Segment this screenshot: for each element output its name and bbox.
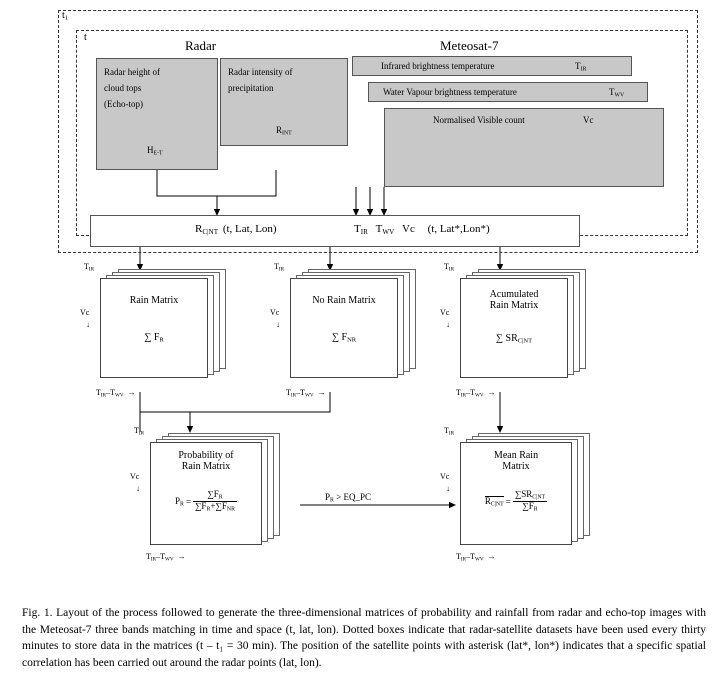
column-title-radar: Radar bbox=[185, 38, 217, 53]
accumulated-rain-matrix bbox=[460, 278, 586, 388]
no-rain-matrix-title: No Rain Matrix bbox=[312, 294, 376, 306]
water-vapour-label: Water Vapour brightness temperature bbox=[383, 87, 517, 97]
radar-height-line-3: (Echo-top) bbox=[104, 99, 143, 109]
no-rain-matrix-formula: ∑ $F_{NR}$ bbox=[331, 331, 357, 344]
column-title-meteosat: Meteosat-7 bbox=[440, 38, 499, 53]
no-rain-matrix bbox=[290, 278, 416, 388]
probability-matrix-title-2: Rain Matrix bbox=[181, 461, 231, 473]
radar-intensity-box bbox=[220, 58, 348, 146]
no-rain-matrix-axis-x-label: $T_{IR}-T_{WV}$ → bbox=[286, 388, 326, 399]
probability-threshold-label: $P_R$ > EQ_PC bbox=[325, 492, 372, 504]
probability-matrix-equation: $P_R$ = $\frac{\sum F_R}{\sum F_R+\sum F_{NR}}$ bbox=[175, 489, 235, 513]
accumulated-rain-matrix-axis-y-label: Vc bbox=[440, 308, 450, 317]
radar-intensity-line-2: precipitation bbox=[228, 83, 274, 93]
mean-rain-matrix-axis-y-arrow: ↓ bbox=[446, 484, 450, 493]
radar-height-box bbox=[96, 58, 218, 170]
water-vapour-box bbox=[368, 82, 648, 102]
radar-height-symbol: $H_{E-T}$ bbox=[147, 145, 163, 157]
radar-height-line-1: Radar height of bbox=[104, 67, 160, 77]
merge-row-box bbox=[90, 215, 580, 247]
merge-left-expression: $R_{C|NT}$ (t, Lat, Lon) bbox=[195, 223, 277, 236]
radar-intensity-symbol: $R_{INT}$ bbox=[276, 125, 292, 137]
mean-rain-matrix-equation: $R_{C|NT}$ = $\frac{\sum SR_{C|NT}}{\sum F_R}$ bbox=[484, 489, 546, 513]
rain-matrix-formula: ∑ $F_R$ bbox=[144, 331, 164, 344]
infrared-label: Infrared brightness temperature bbox=[381, 61, 495, 71]
accumulated-rain-matrix-title-1: Acumulated bbox=[489, 289, 539, 301]
mean-rain-matrix-axis-z-label: $T_{IR}$ bbox=[444, 426, 455, 437]
rain-matrix-axis-y-label: Vc bbox=[80, 308, 90, 317]
rain-matrix-axis-x-label: $T_{IR}-T_{WV}$ → bbox=[96, 388, 136, 399]
accumulated-rain-matrix-face bbox=[460, 278, 568, 378]
accumulated-rain-matrix-title-2: Rain Matrix bbox=[489, 300, 539, 312]
outer-time-label: $t_1$ bbox=[62, 10, 69, 22]
no-rain-matrix-axis-y-arrow: ↓ bbox=[276, 320, 280, 329]
rain-matrix-axis-y-arrow: ↓ bbox=[86, 320, 90, 329]
rain-matrix-face bbox=[100, 278, 208, 378]
mean-rain-matrix-title-2: Matrix bbox=[502, 461, 530, 473]
visible-label: Normalised Visible count bbox=[433, 115, 525, 125]
water-vapour-symbol: $T_{WV}$ bbox=[609, 87, 625, 99]
accumulated-rain-matrix-axis-y-arrow: ↓ bbox=[446, 320, 450, 329]
inner-time-label: t bbox=[84, 32, 87, 43]
mean-rain-matrix-title-1: Mean Rain bbox=[493, 450, 539, 462]
figure-caption: Fig. 1. Layout of the process followed to generate the three-dimensional matrices of probability and rainfall from radar and echo-top images with the Meteosat-7 three bands matching in time and space (t, lat, lon). Dotted boxes indicate that radar-satellite datasets have been used every thirty minutes to store data in the matrices (t – t₁ = 30 min). The position of the satellite points with asterisk (lat*, lon*) indicates that a specific spatial correlation has been carried out around the radar points (lat, lon). bbox=[22, 607, 706, 670]
probability-of-rain-matrix bbox=[150, 442, 286, 552]
probability-matrix-axis-y-arrow: ↓ bbox=[136, 484, 140, 493]
no-rain-matrix-face bbox=[290, 278, 398, 378]
rain-matrix-axis-z-label: $T_{IR}$ bbox=[84, 262, 95, 273]
probability-matrix-axis-x-label: $T_{IR}-T_{WV}$ → bbox=[146, 552, 186, 563]
merge-right-expression: $T_{IR}$ $T_{WV}$ Vc (t, Lat*,Lon*) bbox=[354, 223, 490, 236]
no-rain-matrix-axis-z-label: $T_{IR}$ bbox=[274, 262, 285, 273]
visible-symbol: Vc bbox=[583, 115, 594, 125]
probability-matrix-title-1: Probability of bbox=[178, 450, 234, 462]
probability-matrix-face bbox=[150, 442, 262, 545]
infrared-symbol: $T_{IR}$ bbox=[575, 61, 587, 73]
mean-rain-matrix-axis-y-label: Vc bbox=[440, 472, 450, 481]
accumulated-rain-matrix-formula: ∑ $SR_{C|NT}$ bbox=[495, 333, 533, 345]
accumulated-rain-matrix-axis-x-label: $T_{IR}-T_{WV}$ → bbox=[456, 388, 496, 399]
mean-rain-matrix bbox=[460, 442, 596, 552]
probability-matrix-axis-z-label: $T_{IR}$ bbox=[134, 426, 145, 437]
accumulated-rain-matrix-axis-z-label: $T_{IR}$ bbox=[444, 262, 455, 273]
infrared-box bbox=[352, 56, 632, 76]
no-rain-matrix-axis-y-label: Vc bbox=[270, 308, 280, 317]
mean-rain-matrix-axis-x-label: $T_{IR}-T_{WV}$ → bbox=[456, 552, 496, 563]
visible-box bbox=[384, 108, 664, 187]
radar-intensity-line-1: Radar intensity of bbox=[228, 67, 293, 77]
radar-height-line-2: cloud tops bbox=[104, 83, 142, 93]
rain-matrix bbox=[100, 278, 226, 388]
mean-rain-matrix-face bbox=[460, 442, 572, 545]
probability-matrix-axis-y-label: Vc bbox=[130, 472, 140, 481]
rain-matrix-title: Rain Matrix bbox=[129, 294, 179, 306]
